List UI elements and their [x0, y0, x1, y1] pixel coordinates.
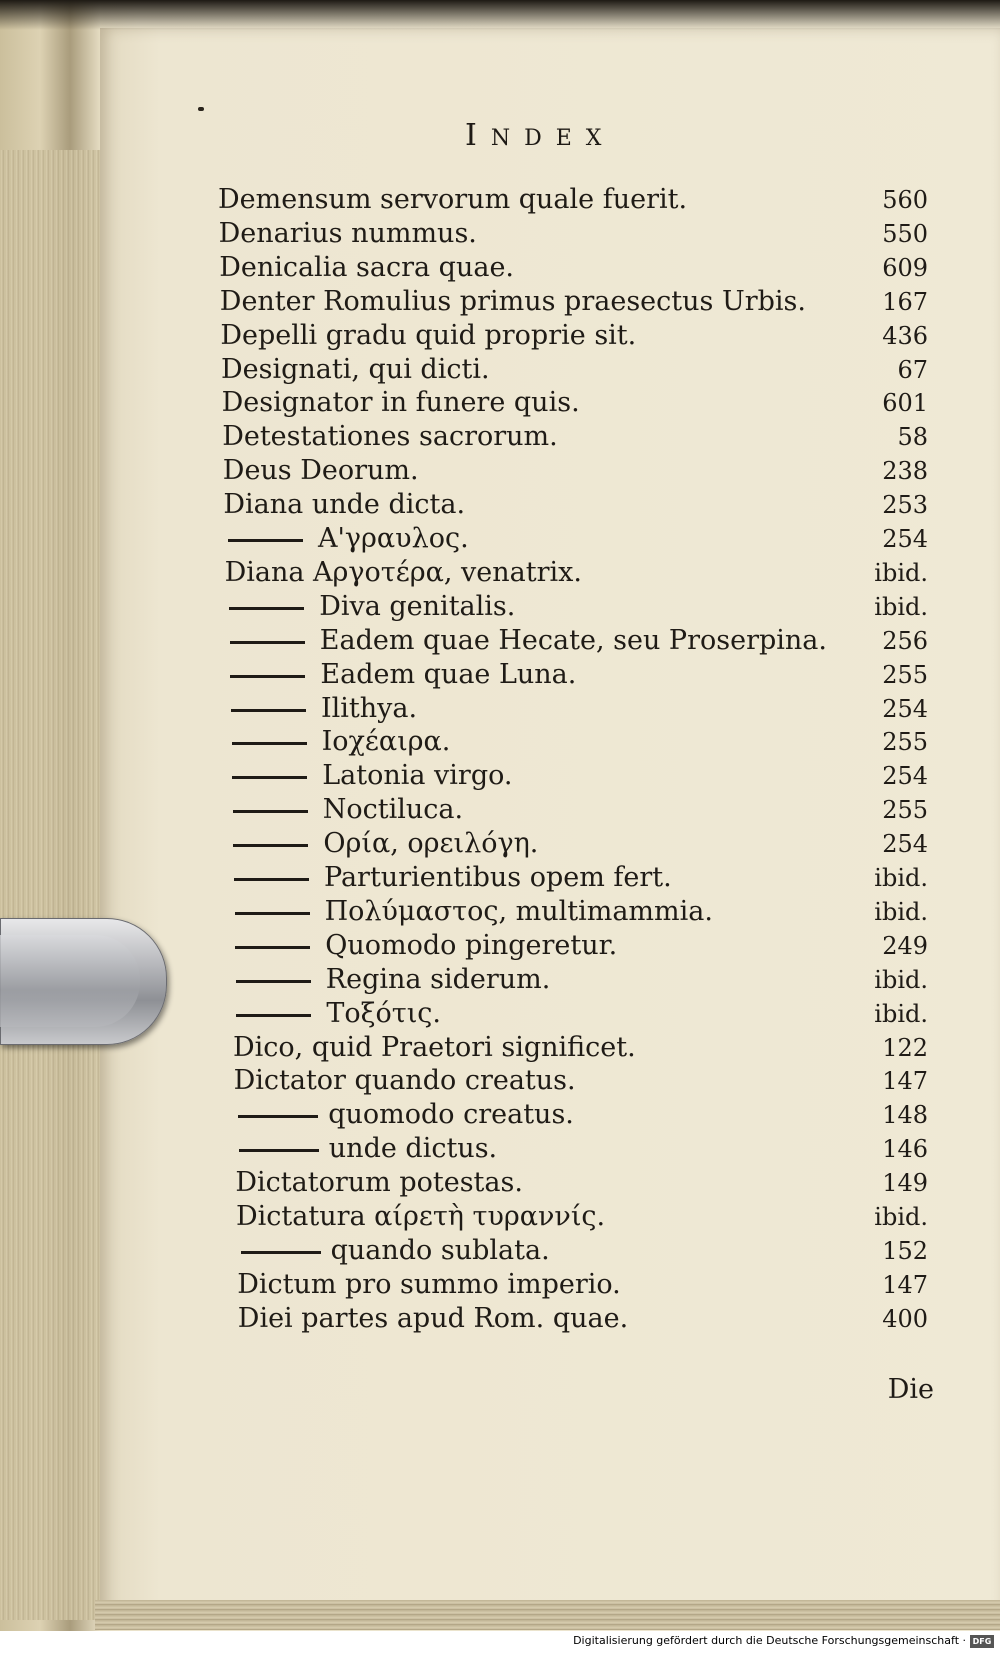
ditto-dash [239, 1149, 319, 1152]
catchword: Die [887, 1374, 934, 1405]
entry-term: Diana Αργοτέρα, venatrix. [224, 556, 582, 588]
entry-term: Quomodo pingeretur. [325, 929, 618, 961]
entry-page: 560 [882, 186, 928, 214]
entry-term: Dico, quid Praetori significet. [233, 1031, 636, 1063]
ditto-dash [231, 709, 306, 712]
entry-page: 254 [882, 830, 928, 859]
entry-term: Eadem quae Luna. [320, 658, 577, 690]
entry-page: 255 [882, 660, 928, 689]
index-entry [0, 692, 1000, 726]
ditto-dash [232, 742, 307, 745]
entry-term: unde dictus. [328, 1133, 498, 1165]
entry-term: Demensum servorum quale fuerit. [218, 184, 688, 215]
entry-term: Dictatura αίρετὴ τυραννίς. [236, 1201, 606, 1232]
index-entry [0, 217, 1000, 251]
entry-page: 149 [882, 1169, 928, 1198]
index-entry [0, 861, 1000, 895]
entry-term: Diva genitalis. [319, 590, 516, 622]
entry-page: 255 [882, 796, 928, 825]
entry-term: Α'γραυλος. [318, 523, 469, 554]
entry-page: 254 [882, 525, 928, 553]
entry-page: 254 [882, 762, 928, 791]
index-entry [0, 624, 1000, 658]
footer-text: Digitalisierung gefördert durch die Deutsche Forschungsgemeinschaft · [573, 1634, 966, 1647]
index-entry [0, 1200, 1000, 1234]
ditto-dash [230, 675, 305, 678]
entry-term: Ιοχέαιρα. [321, 726, 451, 758]
entry-term: quomodo creatus. [328, 1099, 574, 1131]
running-header [465, 118, 615, 153]
index-entry [0, 1166, 1000, 1200]
ditto-dash [233, 810, 308, 813]
entry-page: 148 [882, 1101, 928, 1130]
index-entry [0, 319, 1000, 353]
entry-page: 255 [882, 728, 928, 757]
entry-term: Detestationes sacrorum. [222, 421, 558, 453]
entry-term: Ilithya. [321, 692, 418, 724]
entry-page: 609 [882, 253, 928, 282]
entry-page: 256 [882, 626, 928, 655]
index-entry [0, 963, 1000, 997]
ditto-dash [230, 641, 305, 644]
entry-page: ibid. [874, 558, 928, 587]
entry-term: Ορία, ορειλόγη. [323, 828, 539, 860]
entry-term: Denarius nummus. [218, 217, 477, 249]
entry-term: Diei partes apud Rom. quae. [237, 1302, 629, 1334]
dfg-logo: DFG [970, 1635, 994, 1648]
index-entry [0, 420, 1000, 454]
entry-page: 253 [882, 491, 928, 520]
entry-page: ibid. [874, 897, 928, 926]
ditto-dash [238, 1115, 318, 1118]
index-entry [0, 725, 1000, 759]
ditto-dash [234, 878, 309, 881]
index-entry [0, 793, 1000, 827]
ditto-dash [232, 776, 307, 779]
page-bottom-edges [95, 1600, 1000, 1630]
index-entry [0, 929, 1000, 963]
entry-term: Noctiluca. [322, 794, 464, 826]
index-entry [0, 1132, 1000, 1166]
index-entry [0, 658, 1000, 692]
ditto-dash [235, 946, 310, 949]
entry-page: ibid. [874, 592, 928, 621]
entry-page: 58 [897, 423, 928, 452]
ditto-dash [241, 1251, 321, 1254]
entry-page: 550 [882, 219, 928, 248]
index-entry [0, 454, 1000, 488]
entry-page: ibid. [874, 864, 928, 892]
entry-term: Denter Romulius primus praesectus Urbis. [219, 285, 806, 317]
index-entry [0, 522, 1000, 556]
entry-term: Eadem quae Hecate, seu Proserpina. [319, 624, 827, 656]
entry-page: 254 [882, 694, 928, 723]
entry-term: Parturientibus opem fert. [324, 862, 672, 893]
ditto-dash [236, 980, 311, 983]
index-entry [0, 1098, 1000, 1132]
index-entry [0, 1234, 1000, 1268]
index-entry [0, 1302, 1000, 1336]
index-entry [0, 827, 1000, 861]
entry-term: Diana unde dicta. [223, 489, 466, 521]
index-entry [0, 488, 1000, 522]
entry-term: Dictum pro summo imperio. [237, 1268, 621, 1300]
entry-page: 122 [882, 1033, 928, 1062]
index-entry [0, 183, 1000, 217]
background-shadow [0, 0, 1000, 30]
index-entry [0, 590, 1000, 624]
entry-term: Deus Deorum. [222, 455, 419, 487]
entry-page: 601 [882, 389, 928, 418]
entry-term: Depelli gradu quid proprie sit. [220, 319, 637, 351]
entry-page: ibid. [874, 1203, 928, 1231]
entry-term: Designati, qui dicti. [221, 353, 490, 385]
index-entry [0, 1268, 1000, 1302]
ditto-dash [229, 607, 304, 610]
entry-page: 146 [882, 1135, 928, 1164]
entry-page: 147 [882, 1270, 928, 1299]
index-entry [0, 386, 1000, 420]
ink-mark [198, 107, 204, 111]
entry-page: 67 [897, 355, 928, 384]
entry-term: Designator in funere quis. [221, 387, 580, 419]
index-entry [0, 1031, 1000, 1065]
entry-page: ibid. [874, 999, 928, 1028]
entry-term: Τοξότις. [326, 997, 442, 1029]
ditto-dash [233, 844, 308, 847]
entry-page: 400 [882, 1304, 928, 1333]
index-entry [0, 997, 1000, 1031]
entry-term: Latonia virgo. [322, 760, 513, 792]
entry-term: quando sublata. [330, 1234, 550, 1266]
entry-term: Denicalia sacra quae. [219, 251, 514, 283]
ditto-dash [236, 1014, 311, 1017]
header-rest: NDEX [490, 126, 616, 151]
entry-term: Dictator quando creatus. [233, 1065, 576, 1097]
ditto-dash [228, 539, 303, 542]
entry-term: Dictatorum potestas. [235, 1167, 523, 1199]
index-entry [0, 353, 1000, 387]
entry-term: Πολύμαστος, multimammia. [324, 895, 713, 927]
entry-page: 238 [882, 457, 928, 486]
header-initial: I [465, 118, 491, 153]
entry-page: 152 [882, 1236, 928, 1265]
ditto-dash [235, 912, 310, 915]
entry-page: 249 [882, 931, 928, 960]
index-entry [0, 759, 1000, 793]
entry-page: ibid. [874, 965, 928, 994]
entry-page: 167 [882, 287, 928, 316]
entry-page: 147 [882, 1067, 928, 1096]
index-entry [0, 895, 1000, 929]
index-entry [0, 556, 1000, 590]
index-entry [0, 251, 1000, 285]
entry-term: Regina siderum. [325, 963, 551, 995]
index-entry [0, 1064, 1000, 1098]
entry-page: 436 [882, 321, 928, 350]
digitization-footer [0, 1631, 1000, 1653]
index-entry [0, 285, 1000, 319]
